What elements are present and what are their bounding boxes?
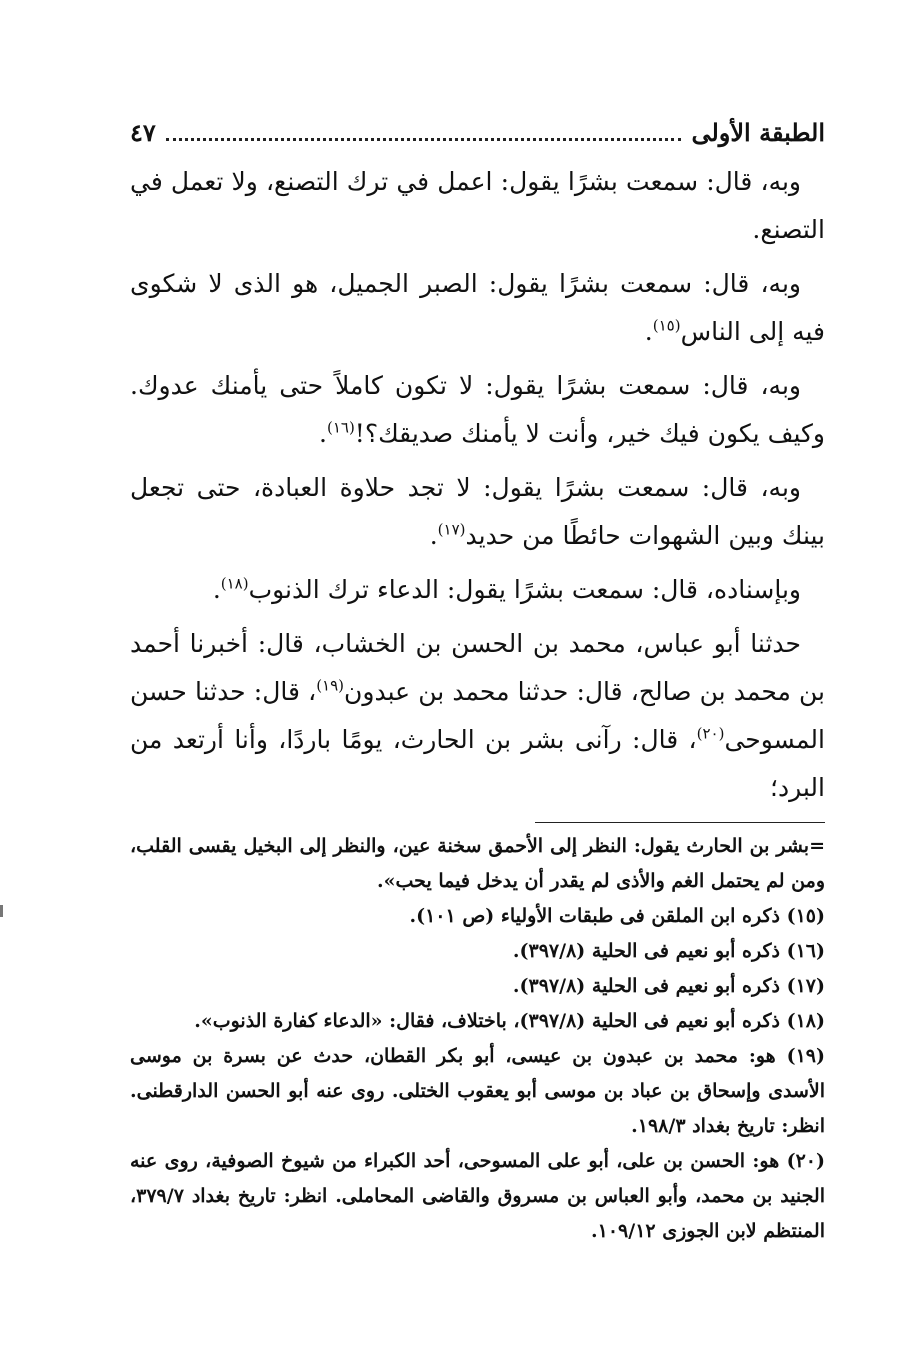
paragraph-end: . [644, 317, 653, 346]
paragraph [130, 566, 825, 614]
footnote-item: (١٩) هو: محمد بن عبدون بن عيسى، أبو بكر القطان، حدث عن بسرة بن موسى الأسدى وإسحاق بن عباد بن موسى أبو يعقوب الختلى. روى عنه أبو الحسن الدارقطنى. انظر: تاريخ بغداد ١٩٨/٣. [130, 1045, 825, 1137]
paragraph-text: حدثنا أبو عباس، محمد بن الحسن بن الخشاب، قال: أخبرنا أحمد بن محمد بن صالح، قال: حدثنا محمد بن عبدون [130, 629, 825, 706]
paragraph-text: وبه، قال: سمعت بشرًا يقول: لا تكون كاملاً حتى يأمنك عدوك. وكيف يكون فيك خير، وأنت لا يأمنك صديقك؟! [130, 371, 825, 448]
paragraph-text: وبه، قال: سمعت بشرًا يقول: اعمل في ترك التصنع، ولا تعمل في التصنع. [130, 167, 825, 244]
paragraph-text: ، قال: رآنى بشر بن الحارث، يومًا باردًا، وأنا أرتعد من البرد؛ [130, 725, 825, 802]
paragraph-text: وبه، قال: سمعت بشرًا يقول: لا تجد حلاوة العبادة، حتى تجعل بينك وبين الشهوات حائطًا من حديد [130, 473, 825, 550]
book-page [130, 118, 825, 1249]
footnote-ref[interactable]: (١٦) [326, 418, 355, 437]
leader-dots [166, 137, 682, 141]
paragraph-text: وبه، قال: سمعت بشرًا يقول: الصبر الجميل، هو الذى لا شكوى فيه إلى الناس [130, 269, 825, 346]
footnote-ref[interactable]: (١٩) [316, 676, 345, 695]
footnote-item: =بشر بن الحارث يقول: النظر إلى الأحمق سخنة عين، والنظر إلى البخيل يقسى القلب، ومن لم يحتمل الغم والأذى لم يقدر أن يدخل فيما يحب». [130, 835, 825, 892]
footnote-item: (١٦) ذكره أبو نعيم فى الحلية (٣٩٧/٨). [512, 940, 825, 962]
footnote-separator [535, 822, 825, 823]
scan-edge-mark [0, 905, 3, 917]
footnote-item: (١٨) ذكره أبو نعيم فى الحلية (٣٩٧/٨)، باختلاف، فقال: «الدعاء كفارة الذنوب». [194, 1010, 825, 1032]
footnote-ref[interactable]: (١٧) [437, 520, 466, 539]
footnote-item: (١٧) ذكره أبو نعيم فى الحلية (٣٩٧/٨). [512, 975, 825, 997]
footnote-ref[interactable]: (١٨) [220, 574, 249, 593]
main-text [130, 158, 825, 812]
paragraph-end: . [319, 419, 327, 448]
paragraph [130, 158, 825, 254]
paragraph [130, 620, 825, 812]
chapter-title: الطبقة الأولى [691, 118, 825, 147]
footnotes [130, 829, 825, 1249]
page-number: ٤٧ [130, 118, 156, 147]
footnote-item: (١٥) ذكره ابن الملقن فى طبقات الأولياء (ص ١٠١). [409, 905, 825, 927]
footnote-ref[interactable]: (٢٠) [696, 724, 725, 743]
paragraph-text: ، قال: حدثنا حسن المسوحى [130, 677, 825, 754]
paragraph-end: . [212, 575, 221, 604]
paragraph-text: وبإسناده، قال: سمعت بشرًا يقول: الدعاء ترك الذنوب [248, 575, 801, 604]
paragraph [130, 362, 825, 458]
footnote-item: (٢٠) هو: الحسن بن على، أبو على المسوحى، أحد الكبراء من شيوخ الصوفية، روى عنه الجنيد بن محمد، وأبو العباس بن مسروق والقاضى المحاملى. انظر: تاريخ بغداد ٣٧٩/٧، المنتظم لابن الجوزى ١٠٩/١٢. [130, 1150, 825, 1242]
footnote-ref[interactable]: (١٥) [652, 316, 681, 335]
paragraph [130, 464, 825, 560]
running-header [130, 118, 825, 158]
paragraph [130, 260, 825, 356]
paragraph-end: . [429, 521, 438, 550]
